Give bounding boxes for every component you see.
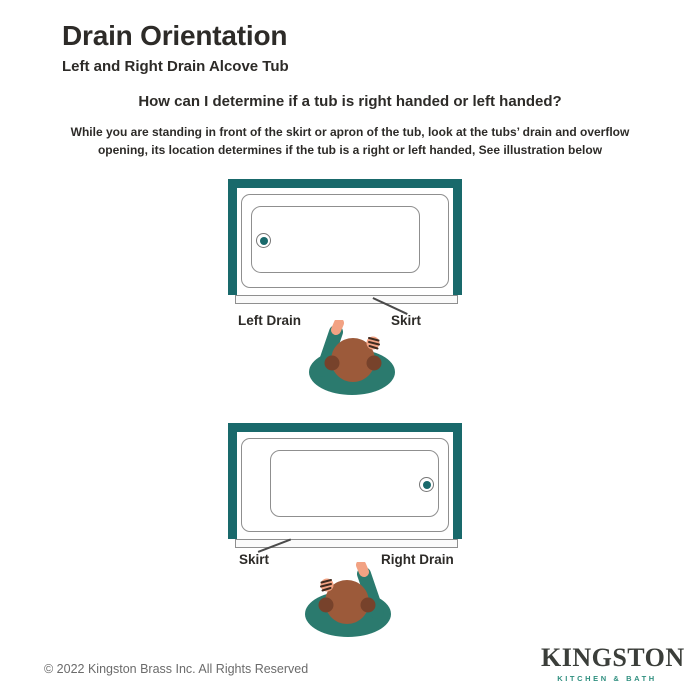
skirt-label: Skirt xyxy=(391,313,422,328)
person-ear-right xyxy=(325,356,340,371)
skirt-label: Skirt xyxy=(239,552,270,567)
tub-skirt xyxy=(235,295,458,304)
drain-dot xyxy=(423,481,431,489)
copyright-text: © 2022 Kingston Brass Inc. All Rights Reserved xyxy=(44,662,309,676)
right-drain-label: Right Drain xyxy=(381,552,454,567)
brand-logo-name: KINGSTON xyxy=(541,643,685,672)
drain-icon xyxy=(419,477,434,492)
person-top-view-right xyxy=(300,562,400,640)
person-ear-left xyxy=(367,356,382,371)
description-line-2: opening, its location determines if the tub is a right or left handed, See illustration below xyxy=(97,143,603,157)
page-title: Drain Orientation xyxy=(62,20,288,51)
left-drain-label: Left Drain xyxy=(238,313,302,328)
drain-dot xyxy=(260,237,268,245)
person-top-view-left xyxy=(300,320,400,398)
brand-logo xyxy=(541,643,685,683)
person-illustration xyxy=(300,562,400,640)
left-drain-tub-diagram xyxy=(228,179,462,295)
person-illustration xyxy=(300,320,400,398)
right-drain-tub-diagram xyxy=(228,423,462,539)
person-ear-right xyxy=(361,598,376,613)
tub-basin xyxy=(251,206,420,273)
question-heading: How can I determine if a tub is right handed or left handed? xyxy=(138,93,562,110)
person-hand xyxy=(361,565,364,572)
brand-logo-tagline: KITCHEN & BATH xyxy=(557,674,657,683)
person-hand xyxy=(336,323,339,330)
description-paragraph xyxy=(0,123,700,159)
description-line-1: While you are standing in front of the skirt or apron of the tub, look at the tubs’ drain and overflow xyxy=(70,125,630,139)
page-subtitle: Left and Right Drain Alcove Tub xyxy=(62,58,289,75)
tub-basin xyxy=(270,450,439,517)
drain-icon xyxy=(256,233,271,248)
person-ear-left xyxy=(319,598,334,613)
